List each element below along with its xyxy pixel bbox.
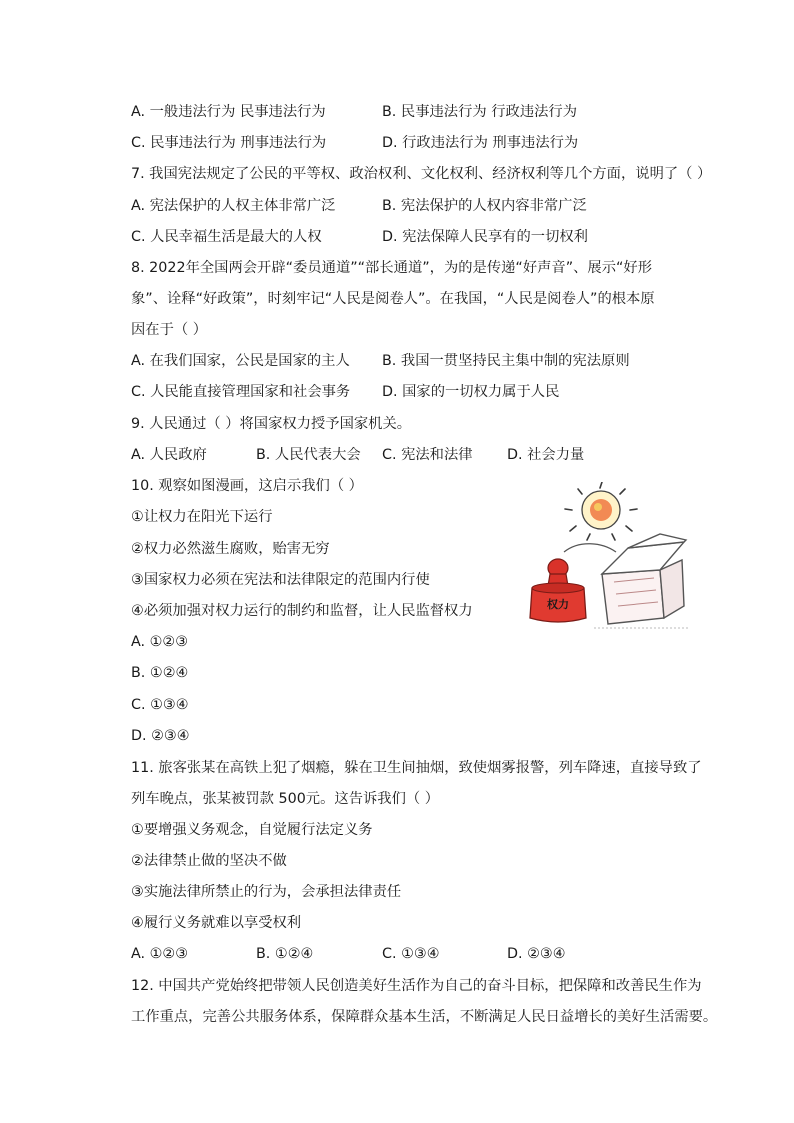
q10-option-c: C. ①③④ xyxy=(131,697,189,713)
q9-option-a: A. 人民政府 xyxy=(131,447,207,463)
q12-stem-line-2: 工作重点，完善公共服务体系，保障群众基本生活，不断满足人民日益增长的美好生活需要。 xyxy=(131,1009,718,1025)
q7-option-a: A. 宪法保护的人权主体非常广泛 xyxy=(131,198,336,214)
q6-option-d: D. 行政违法行为 刑事违法行为 xyxy=(382,135,579,151)
q10-item-4: ④必须加强对权力运行的制约和监督，让人民监督权力 xyxy=(131,603,473,619)
q7-stem: 7. 我国宪法规定了公民的平等权、政治权利、文化权利、经济权利等几个方面，说明了（ ） xyxy=(131,166,712,182)
q9-stem: 9. 人民通过（ ）将国家权力授予国家机关。 xyxy=(131,416,412,432)
q12-stem-line-1: 12. 中国共产党始终把带领人民创造美好生活作为自己的奋斗目标，把保障和改善民生作为 xyxy=(131,978,702,994)
q11-option-c: C. ①③④ xyxy=(382,946,440,962)
q11-item-2: ②法律禁止做的坚决不做 xyxy=(131,853,287,869)
q11-stem-line-2: 列车晚点，张某被罚款 500元。这告诉我们（ ） xyxy=(131,791,440,807)
q6-option-c: C. 民事违法行为 刑事违法行为 xyxy=(131,135,327,151)
q7-option-d: D. 宪法保障人民享有的一切权利 xyxy=(382,229,588,245)
q10-item-1: ①让权力在阳光下运行 xyxy=(131,509,273,525)
power-cartoon xyxy=(524,482,692,632)
q7-option-c: C. 人民幸福生活是最大的人权 xyxy=(131,229,322,245)
q10-item-2: ②权力必然滋生腐败，贻害无穷 xyxy=(131,541,330,557)
seal-label: 权力 xyxy=(547,598,569,611)
q9-option-c: C. 宪法和法律 xyxy=(382,447,473,463)
q11-item-1: ①要增强义务观念，自觉履行法定义务 xyxy=(131,822,373,838)
q6-option-a: A. 一般违法行为 民事违法行为 xyxy=(131,104,326,120)
q8-option-d: D. 国家的一切权力属于人民 xyxy=(382,384,560,400)
q10-option-b: B. ①②④ xyxy=(131,665,189,681)
q6-option-b: B. 民事违法行为 行政违法行为 xyxy=(382,104,578,120)
open-box-icon xyxy=(602,534,686,624)
q8-stem-line-2: 象”、诠释“好政策”，时刻牢记“人民是阅卷人”。在我国，“人民是阅卷人”的根本原 xyxy=(131,291,655,307)
q11-item-4: ④履行义务就难以享受权利 xyxy=(131,915,302,931)
q8-stem-line-1: 8. 2022年全国两会开辟“委员通道”“部长通道”，为的是传递“好声音”、展示“好形 xyxy=(131,260,653,276)
motion-line xyxy=(564,544,616,552)
q11-option-a: A. ①②③ xyxy=(131,946,189,962)
q8-option-a: A. 在我们国家，公民是国家的主人 xyxy=(131,353,350,369)
q10-option-a: A. ①②③ xyxy=(131,634,189,650)
q10-item-3: ③国家权力必须在宪法和法律限定的范围内行使 xyxy=(131,572,430,588)
q10-option-d: D. ②③④ xyxy=(131,728,190,744)
sun-icon xyxy=(565,482,637,540)
q11-item-3: ③实施法律所禁止的行为，会承担法律责任 xyxy=(131,884,402,900)
q11-stem-line-1: 11. 旅客张某在高铁上犯了烟瘾，躲在卫生间抽烟，致使烟雾报警，列车降速，直接导致了 xyxy=(131,760,702,776)
q8-option-c: C. 人民能直接管理国家和社会事务 xyxy=(131,384,351,400)
q9-option-b: B. 人民代表大会 xyxy=(256,447,361,463)
q10-stem: 10. 观察如图漫画，这启示我们（ ） xyxy=(131,478,363,494)
q8-stem-line-3: 因在于（ ） xyxy=(131,322,208,338)
q8-option-b: B. 我国一贯坚持民主集中制的宪法原则 xyxy=(382,353,630,369)
q7-option-b: B. 宪法保护的人权内容非常广泛 xyxy=(382,198,587,214)
q11-option-b: B. ①②④ xyxy=(256,946,314,962)
q9-option-d: D. 社会力量 xyxy=(507,447,585,463)
power-seal-icon xyxy=(530,559,586,622)
q11-option-d: D. ②③④ xyxy=(507,946,566,962)
